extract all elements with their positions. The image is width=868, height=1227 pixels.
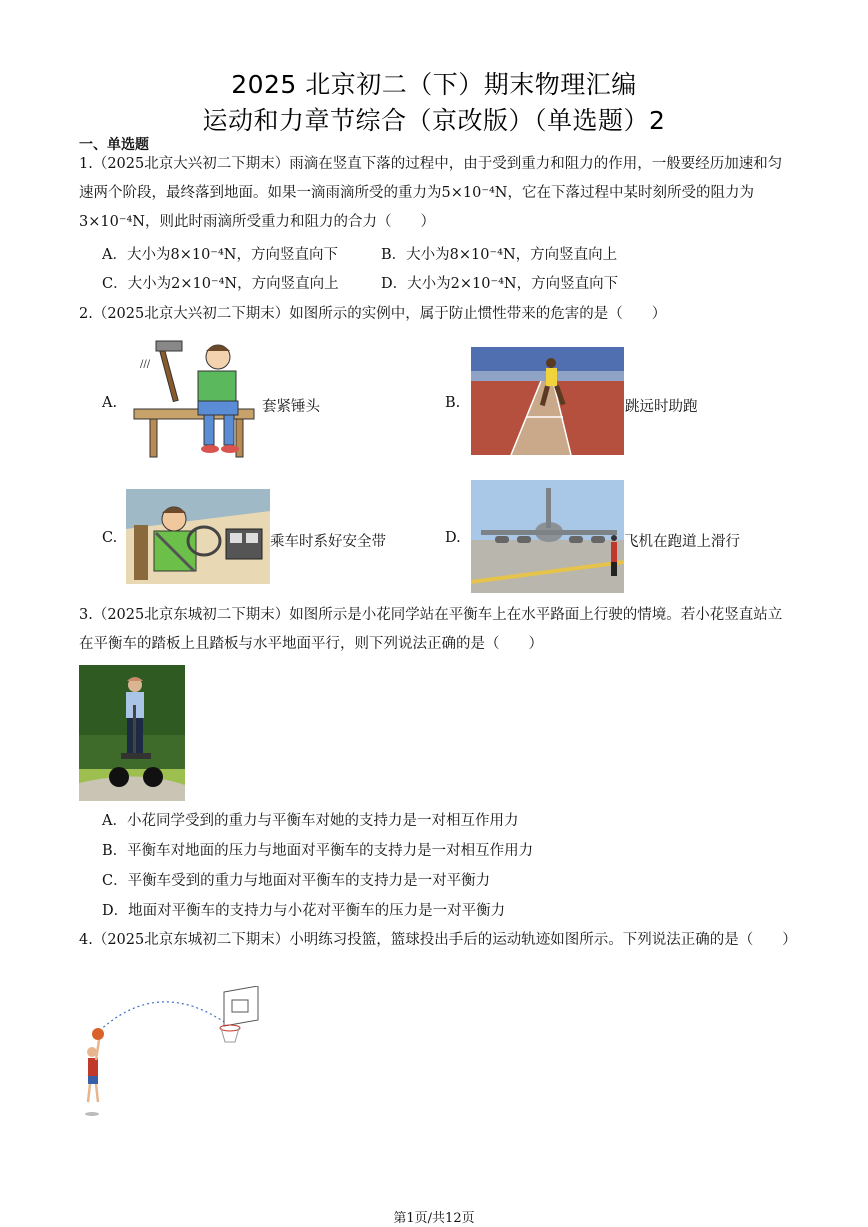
- question-2-caption-c: 乘车时系好安全带: [270, 534, 386, 550]
- question-2-option-b: B.: [445, 395, 461, 411]
- question-1-option-a: A．大小为8×10⁻⁴N，方向竖直向下: [102, 247, 338, 263]
- question-3-option-c: C．平衡车受到的重力与地面对平衡车的支持力是一对平衡力: [102, 873, 491, 889]
- seatbelt-illustration: [126, 489, 270, 584]
- document-title: 2025 北京初二（下）期末物理汇编: [231, 70, 637, 99]
- question-3-option-d: D．地面对平衡车的支持力与小花对平衡车的压力是一对平衡力: [102, 903, 506, 919]
- long-jump-photo: [471, 347, 624, 455]
- question-1-option-c: C．大小为2×10⁻⁴N，方向竖直向上: [102, 276, 339, 292]
- question-2-caption-d: 飞机在跑道上滑行: [624, 534, 740, 550]
- question-4-stem: 4.（2025北京东城初二下期末）小明练习投篮，篮球投出手后的运动轨迹如图所示。下列说法正确的是（ ）: [79, 932, 797, 948]
- question-3-option-b: B．平衡车对地面的压力与地面对平衡车的支持力是一对相互作用力: [102, 843, 534, 859]
- question-2-option-a: A.: [102, 395, 118, 411]
- question-1-stem: 1.（2025北京大兴初二下期末）雨滴在竖直下落的过程中，由于受到重力和阻力的作用，一般要经历加速和匀速两个阶段，最终落到地面。如果一滴雨滴所受的重力为5×10⁻⁴N，它在下落过程中某时刻所受的阻力为3×10⁻⁴N，则此时雨滴所受重力和阻力的合力（ ）: [79, 156, 783, 230]
- question-1-option-d: D．大小为2×10⁻⁴N，方向竖直向下: [381, 276, 619, 292]
- question-3-option-a: A．小花同学受到的重力与平衡车对她的支持力是一对相互作用力: [102, 813, 519, 829]
- document-subtitle: 运动和力章节综合（京改版）（单选题）2: [202, 106, 666, 135]
- question-2-caption-a: 套紧锤头: [262, 399, 320, 415]
- question-1-option-b: B．大小为8×10⁻⁴N，方向竖直向上: [381, 247, 618, 263]
- svg-text:///: ///: [140, 359, 151, 370]
- basketball-trajectory-diagram: [78, 986, 263, 1118]
- question-2-stem: 2.（2025北京大兴初二下期末）如图所示的实例中，属于防止惯性带来的危害的是（ ）: [79, 306, 667, 322]
- section-heading: 一、单选题: [79, 137, 149, 153]
- hammer-bench-illustration: [126, 337, 261, 460]
- question-2-option-d: D.: [445, 530, 461, 546]
- airplane-runway-photo: [471, 480, 624, 593]
- question-2-option-c: C.: [102, 530, 118, 546]
- question-3-stem: 3.（2025北京东城初二下期末）如图所示是小花同学站在平衡车上在水平路面上行驶的情境。若小花竖直站立在平衡车的踏板上且踏板与水平地面平行，则下列说法正确的是（ ）: [79, 607, 783, 652]
- balance-scooter-photo: [79, 665, 185, 801]
- page-footer: 第1页/共12页: [393, 1211, 475, 1226]
- question-2-caption-b: 跳远时助跑: [625, 399, 698, 415]
